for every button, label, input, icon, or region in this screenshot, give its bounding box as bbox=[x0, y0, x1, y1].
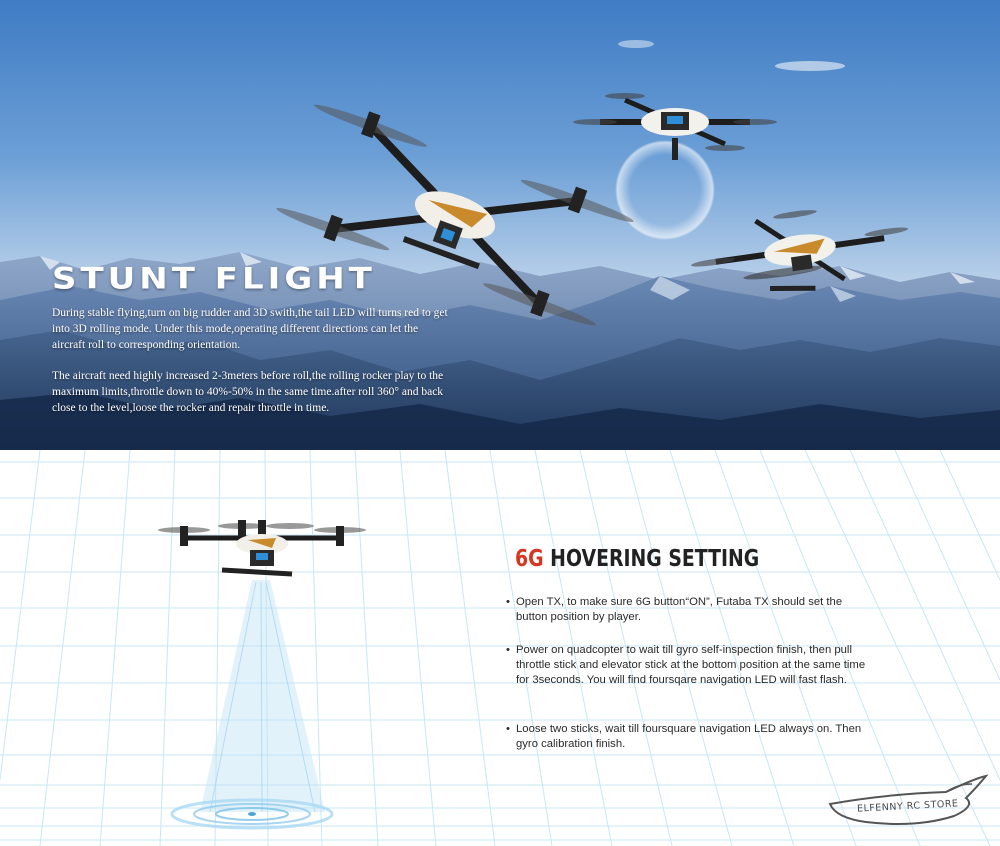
stunt-description-1: During stable flying,turn on big rudder and 3D swith,the tail LED will turns red to get into 3D rolling mode. Under this mode,operating different directions can let the aircraft roll to corresponding orientation. bbox=[52, 307, 448, 351]
instruction-text: Loose two sticks, wait till foursquare navigation LED always on. Then gyro calibration finish. bbox=[516, 723, 862, 750]
stunt-description-2: The aircraft need highly increased 2-3meters before roll,the rolling rocker play to the maximum limits,throttle down to 40%-50% in the same time.after roll 360° and back close to the level,loose the rocker and repair throttle in time. bbox=[52, 370, 444, 414]
landing-target-icon bbox=[172, 800, 332, 828]
hovering-setting-title bbox=[515, 546, 759, 572]
instruction-item bbox=[506, 643, 876, 688]
stunt-flight-title: STUNT FLIGHT bbox=[52, 262, 376, 296]
instruction-text: Open TX, to make sure 6G button“ON”, Futaba TX should set the button position by player. bbox=[516, 596, 843, 623]
instruction-text: Power on quadcopter to wait till gyro self-inspection finish, then pull throttle stick and elevator stick at the bottom position at the same time for 3seconds. You will find foursqare navigation LED will fast flash. bbox=[516, 644, 866, 686]
bullet-icon: • bbox=[506, 723, 510, 735]
bullet-icon: • bbox=[506, 596, 510, 608]
store-logo-text: ELFENNY RC STORE bbox=[856, 798, 959, 815]
quadcopter-icon bbox=[158, 520, 366, 574]
quadcopter-icon bbox=[573, 93, 777, 160]
hovering-setting-section bbox=[0, 450, 1000, 846]
title-accent: 6G bbox=[515, 546, 544, 572]
instruction-item bbox=[506, 595, 876, 625]
bullet-icon: • bbox=[506, 644, 510, 656]
plane-swoosh-icon bbox=[826, 768, 992, 828]
title-main: HOVERING SETTING bbox=[543, 546, 760, 572]
instruction-item bbox=[506, 722, 876, 752]
